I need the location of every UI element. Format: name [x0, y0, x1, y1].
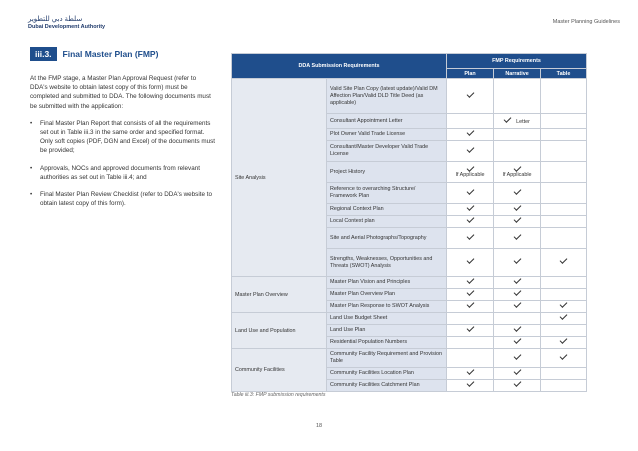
table-cell [541, 129, 587, 141]
document-cell: Site and Aerial Photographs/Topography [327, 228, 447, 249]
check-icon [560, 336, 568, 344]
check-icon [466, 203, 474, 211]
check-icon [466, 145, 474, 153]
check-icon [513, 232, 521, 240]
table-cell [541, 380, 587, 392]
check-icon [513, 300, 521, 308]
narrative-cell [494, 79, 541, 114]
table-cell [541, 368, 587, 380]
document-cell: Regional Context Plan [327, 204, 447, 216]
check-icon [466, 215, 474, 223]
document-cell: Local Context plan [327, 216, 447, 228]
document-cell: Community Facilities Location Plan [327, 368, 447, 380]
check-icon [560, 300, 568, 308]
requirements-list [30, 119, 215, 209]
document-cell: Strengths, Weaknesses, Opportunities and Threats (SWOT) Analysis [327, 249, 447, 277]
narrative-cell [494, 204, 541, 216]
category-cell: Land Use and Population [232, 313, 327, 349]
plan-cell [447, 380, 494, 392]
plan-cell [447, 325, 494, 337]
category-cell: Master Plan Overview [232, 277, 327, 313]
document-cell: Reference to overarching Structure/ Framework Plan [327, 183, 447, 204]
document-cell: Master Plan Response to SWOT Analysis [327, 301, 447, 313]
plan-cell [447, 349, 494, 368]
document-cell: Land Use Plan [327, 325, 447, 337]
check-icon [513, 276, 521, 284]
document-cell: Valid Site Plan Copy (latest update)/Valid DM Affection Plan/Valid DLD Title Deed (as applicable) [327, 79, 447, 114]
narrative-cell [494, 337, 541, 349]
check-icon [513, 379, 521, 387]
table-cell [541, 114, 587, 129]
narrative-cell [494, 380, 541, 392]
table-cell [541, 289, 587, 301]
check-icon [466, 276, 474, 284]
check-icon [513, 288, 521, 296]
table-row [232, 79, 587, 114]
check-icon [513, 352, 521, 360]
category-cell: Community Facilities [232, 349, 327, 392]
plan-cell [447, 277, 494, 289]
plan-cell [447, 337, 494, 349]
fmp-requirements-table [231, 53, 587, 392]
document-cell: Community Facilities Catchment Plan [327, 380, 447, 392]
check-icon [513, 164, 521, 172]
plan-cell [447, 249, 494, 277]
check-icon [466, 324, 474, 332]
narrative-cell [494, 216, 541, 228]
document-cell: Community Facility Requirement and Provision Table [327, 349, 447, 368]
narrative-cell [494, 368, 541, 380]
document-cell: Land Use Budget Sheet [327, 313, 447, 325]
check-note: Letter [516, 118, 530, 125]
narrative-cell [494, 349, 541, 368]
table-cell [541, 216, 587, 228]
check-icon [513, 203, 521, 211]
document-cell: Project History [327, 162, 447, 183]
narrative-cell [494, 325, 541, 337]
check-icon [466, 232, 474, 240]
section-heading [30, 47, 158, 61]
check-icon [513, 187, 521, 195]
table-cell [541, 277, 587, 289]
check-note: If Applicable [502, 171, 532, 178]
check-icon [504, 115, 512, 123]
plan-cell [447, 204, 494, 216]
table-row [232, 349, 587, 368]
table-caption: Table iii.3: FMP submission requirements [231, 392, 326, 398]
narrative-cell [494, 289, 541, 301]
table-cell [541, 301, 587, 313]
document-cell: Consultant Appointment Letter [327, 114, 447, 129]
section-number: iii.3. [30, 47, 57, 61]
check-icon [466, 367, 474, 375]
body-text [30, 74, 215, 216]
check-icon [513, 324, 521, 332]
dda-logo [28, 15, 105, 31]
plan-cell [447, 368, 494, 380]
plan-cell [447, 216, 494, 228]
logo-english-text: Dubai Development Authority [28, 24, 106, 30]
logo-arabic-text: سلطة دبي للتطوير [28, 16, 83, 23]
check-icon [560, 352, 568, 360]
plan-cell [447, 79, 494, 114]
narrative-cell [494, 249, 541, 277]
document-cell: Residential Population Numbers [327, 337, 447, 349]
check-note: If Applicable [455, 171, 485, 178]
narrative-cell [494, 301, 541, 313]
check-icon [466, 187, 474, 195]
header-submission-requirements: DDA Submission Requirements [232, 54, 447, 79]
check-icon [560, 312, 568, 320]
narrative-cell [494, 162, 541, 183]
check-icon [513, 367, 521, 375]
document-cell: Plot Owner Valid Trade License [327, 129, 447, 141]
narrative-cell [494, 129, 541, 141]
table-cell [541, 325, 587, 337]
list-item: • Approvals, NOCs and approved documents from relevant authorities as set out in Table iii.4; and [30, 164, 215, 182]
header-fmp-requirements: FMP Requirements [447, 54, 587, 69]
document-cell: Master Plan Vision and Principles [327, 277, 447, 289]
list-item: • Final Master Plan Report that consists of all the requirements set out in Table iii.3 in the same order and specified format. Only soft copies (PDF, DGN and Excel) of the documents must be provided; [30, 119, 215, 156]
plan-cell [447, 301, 494, 313]
narrative-cell [494, 313, 541, 325]
check-icon [513, 256, 521, 264]
category-cell: Site Analysis [232, 79, 327, 277]
document-cell: Master Plan Overview Plan [327, 289, 447, 301]
header-narrative: Narrative [494, 69, 541, 79]
table-cell [541, 249, 587, 277]
header-table: Table [541, 69, 587, 79]
plan-cell [447, 114, 494, 129]
table-cell [541, 337, 587, 349]
document-section-title: Master Planning Guidelines [552, 19, 620, 25]
narrative-cell [494, 183, 541, 204]
table-body [232, 79, 587, 392]
plan-cell [447, 129, 494, 141]
check-icon [466, 128, 474, 136]
narrative-cell [494, 228, 541, 249]
narrative-cell [494, 141, 541, 162]
table-row [232, 313, 587, 325]
table-cell [541, 141, 587, 162]
table-cell [541, 228, 587, 249]
narrative-cell [494, 277, 541, 289]
check-icon [466, 288, 474, 296]
plan-cell [447, 228, 494, 249]
table-row [232, 277, 587, 289]
check-icon [466, 379, 474, 387]
check-icon [466, 300, 474, 308]
plan-cell [447, 313, 494, 325]
table-cell [541, 79, 587, 114]
list-item: • Final Master Plan Review Checklist (refer to DDA's website to obtain latest copy of this form). [30, 190, 215, 208]
plan-cell [447, 289, 494, 301]
intro-paragraph: At the FMP stage, a Master Plan Approval Request (refer to DDA's website to obtain latest copy of this form) must be completed and submitted to DDA. The following documents must be submitted with the application: [30, 75, 211, 110]
plan-cell [447, 183, 494, 204]
narrative-cell [494, 114, 541, 129]
check-icon [513, 215, 521, 223]
check-icon [466, 90, 474, 98]
plan-cell [447, 141, 494, 162]
document-cell: Consultant/Master Developer Valid Trade License [327, 141, 447, 162]
table-cell [541, 349, 587, 368]
check-icon [466, 164, 474, 172]
table-cell [541, 204, 587, 216]
check-icon [560, 256, 568, 264]
table-cell [541, 183, 587, 204]
header-plan: Plan [447, 69, 494, 79]
table-cell [541, 313, 587, 325]
check-icon [513, 336, 521, 344]
page-number: 18 [315, 423, 323, 429]
section-title: Final Master Plan (FMP) [62, 49, 159, 59]
plan-cell [447, 162, 494, 183]
check-icon [466, 256, 474, 264]
table-cell [541, 162, 587, 183]
